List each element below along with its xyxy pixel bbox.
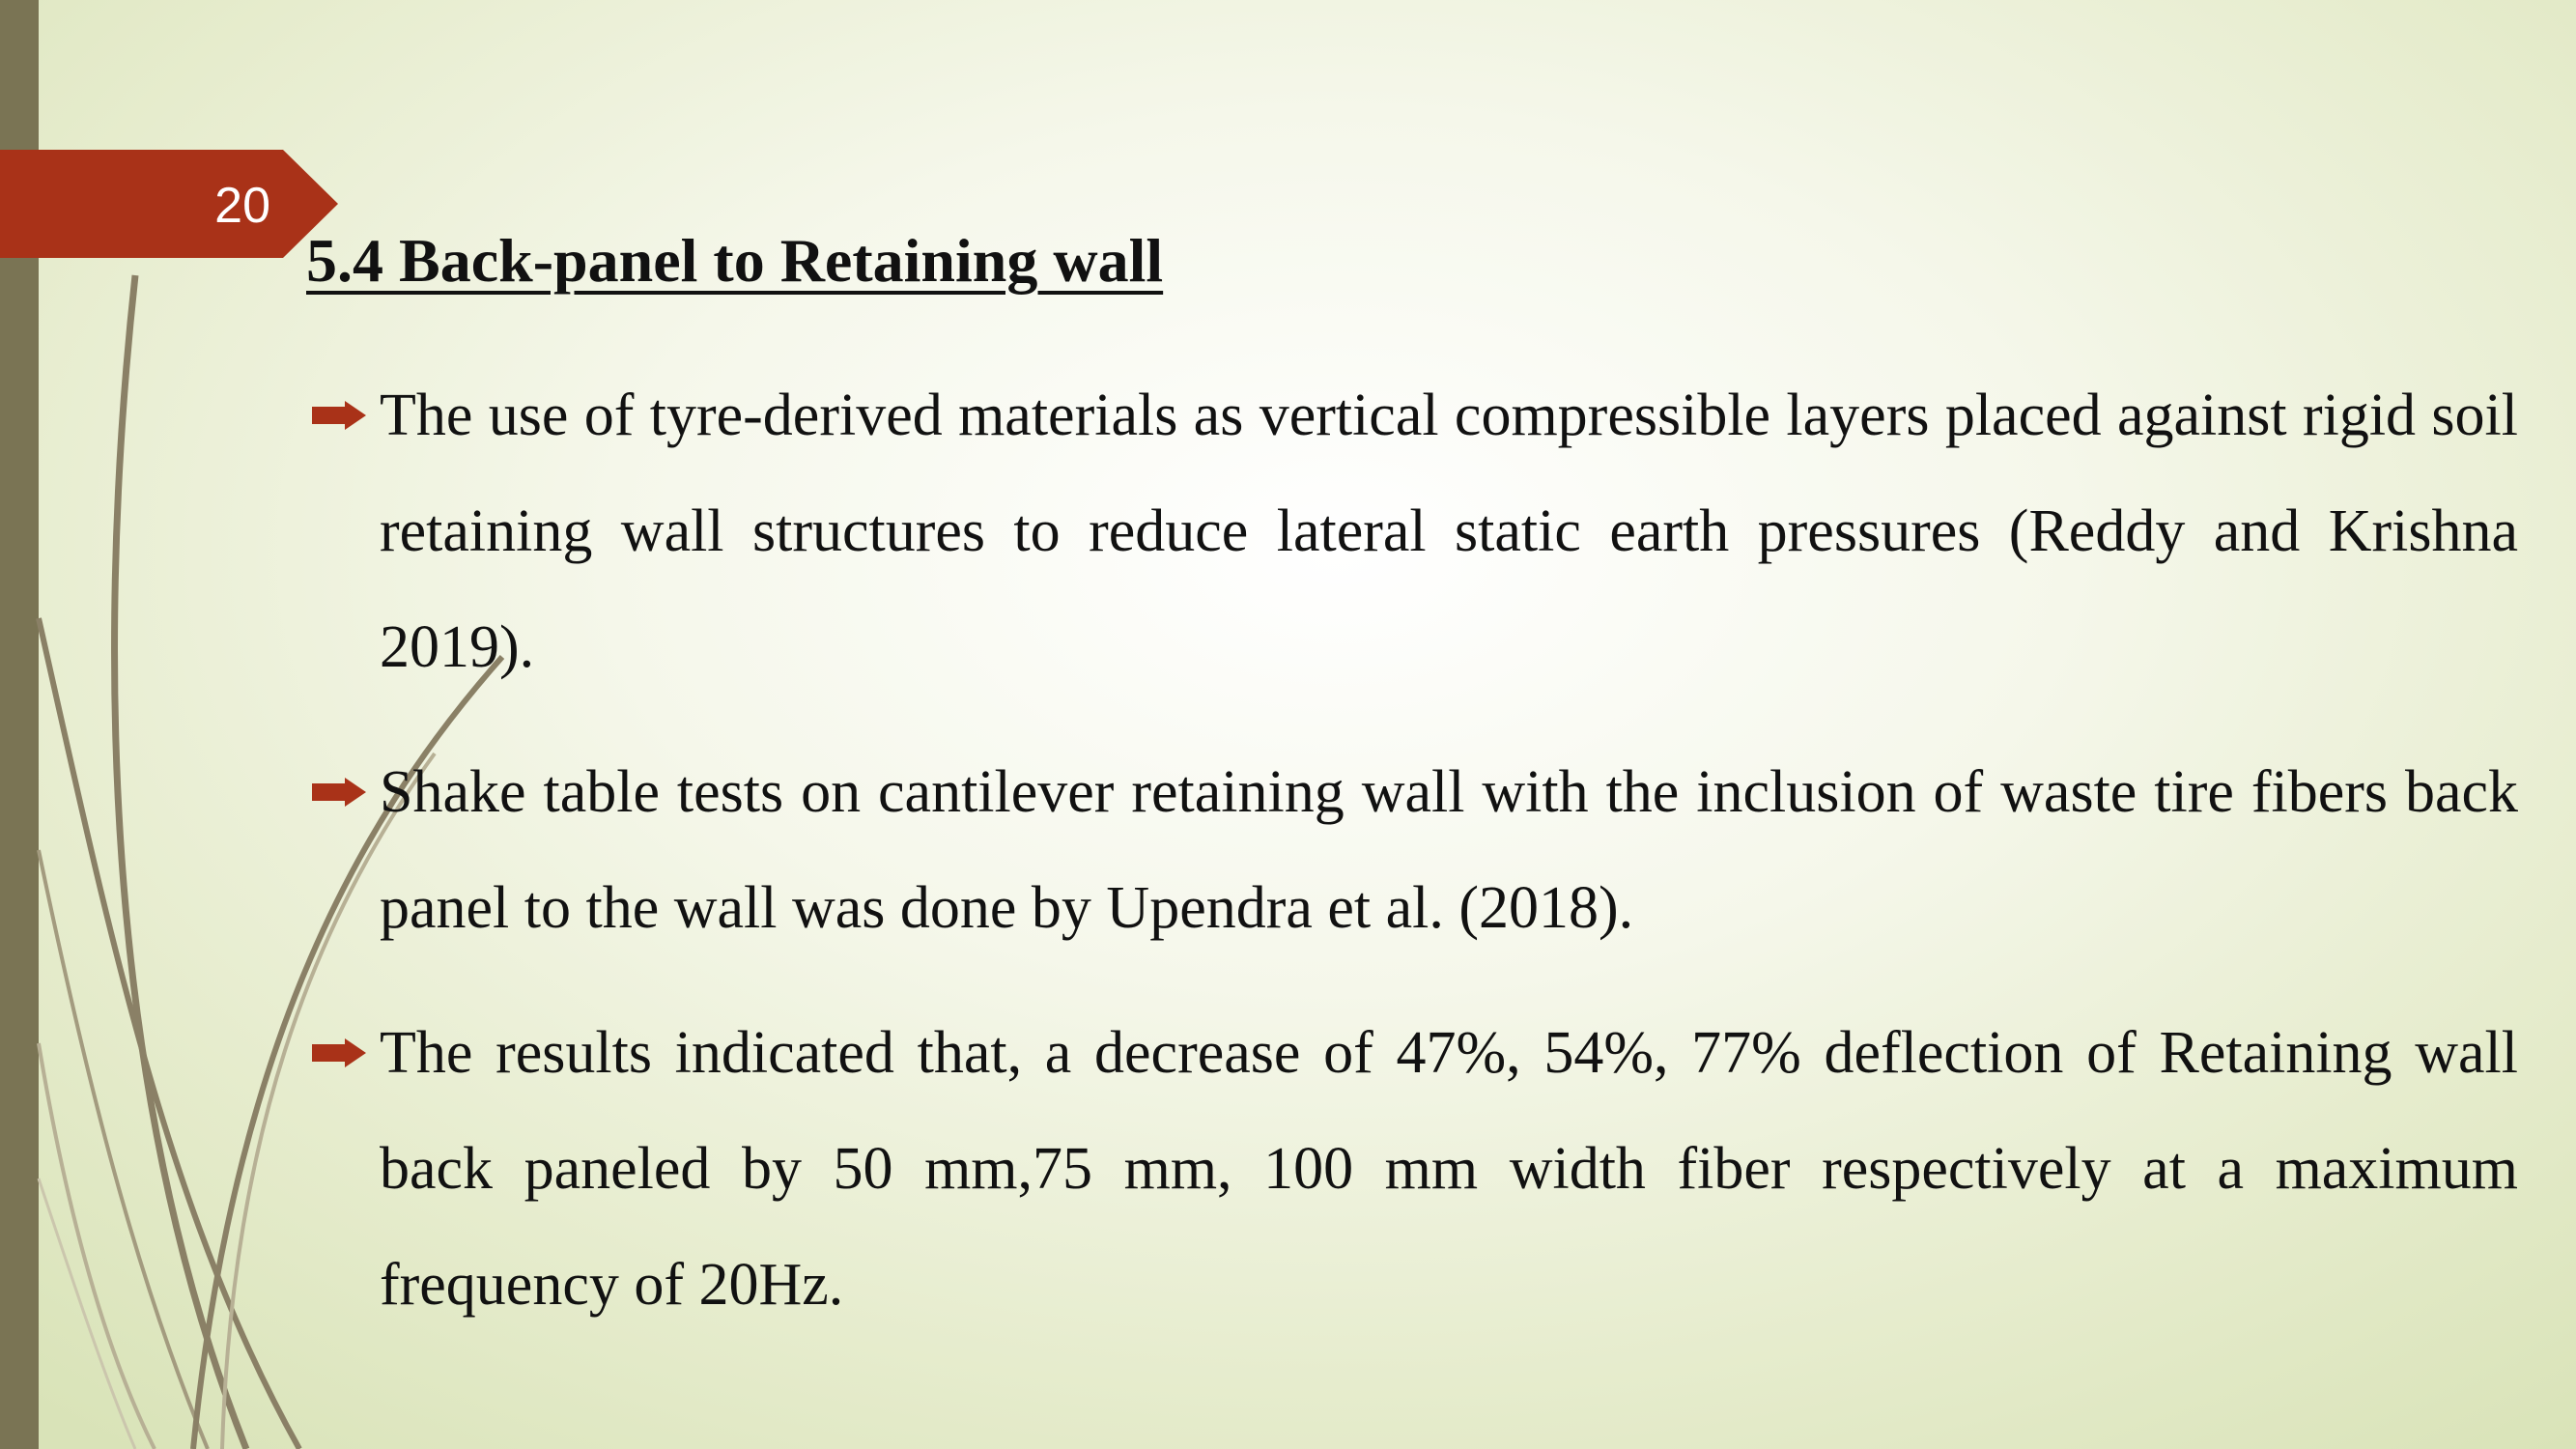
arrow-right-icon: [310, 1037, 368, 1068]
bullet-item: [306, 357, 2518, 705]
bullet-text: The results indicated that, a decrease of 47%, 54%, 77% deflection of Retaining wall back paneled by 50 mm,75 mm, 100 mm width fiber respectively at a maximum frequency of 20Hz.: [380, 1020, 2518, 1318]
bullet-text: The use of tyre-derived materials as vertical compressible layers placed against rigid soil retaining wall structures to reduce lateral static earth pressures (Reddy and Krishna 2019).: [380, 383, 2518, 680]
bullet-text: Shake table tests on cantilever retaining wall with the inclusion of waste tire fibers back panel to the wall was done by Upendra et al. (2018).: [380, 759, 2518, 941]
slide-title: 5.4 Back-panel to Retaining wall: [306, 226, 1164, 295]
bullet-list: [306, 357, 2518, 1372]
arrow-right-icon: [310, 400, 368, 431]
arrow-right-icon: [310, 777, 368, 808]
bullet-item: [306, 995, 2518, 1343]
page-number: 20: [214, 178, 270, 234]
bullet-item: [306, 734, 2518, 966]
